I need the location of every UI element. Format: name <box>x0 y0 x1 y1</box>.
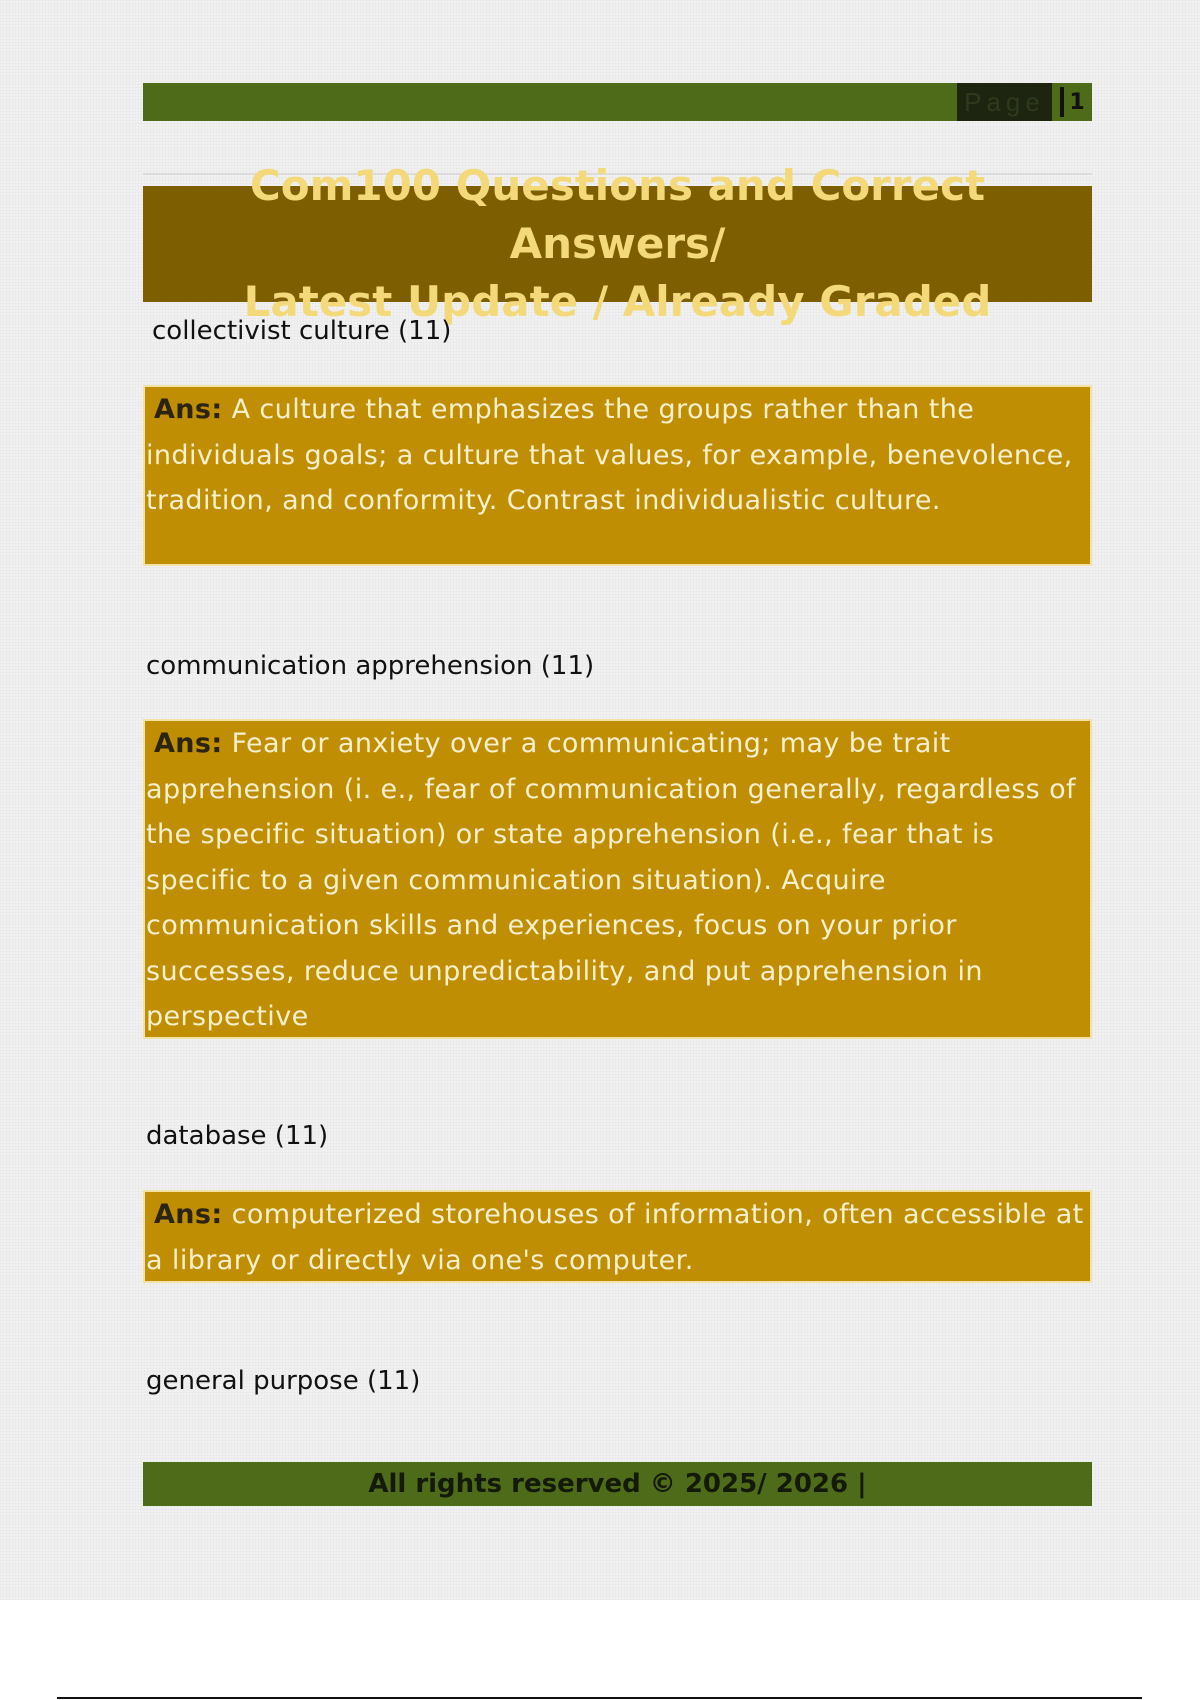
answer-label: Ans: <box>154 394 223 425</box>
page-separator <box>1060 87 1064 117</box>
answer-box <box>143 385 1092 566</box>
title-line-1: Com100 Questions and Correct Answers/ <box>249 161 986 268</box>
question-text: database (11) <box>146 1121 329 1151</box>
title-banner <box>143 161 1092 326</box>
answer-text: A culture that emphasizes the groups rather than the individuals goals; a culture that values, for example, benevolence, tradition, and conformity. Contrast individualistic culture. <box>146 394 1073 516</box>
answer-label: Ans: <box>154 1199 223 1230</box>
footer-copyright: All rights reserved © 2025/ 2026 | <box>368 1469 867 1499</box>
answer-label: Ans: <box>154 728 223 759</box>
answer-text: Fear or anxiety over a communicating; may be trait apprehension (i. e., fear of communication generally, regardless of the specific situation) or state apprehension (i.e., fear that is specific to a given communication situation). Acquire communication skills and experiences, focus on your prior successes, reduce unpredictability, and put apprehension in perspective <box>146 728 1076 1032</box>
page-bottom-rule <box>57 1697 1142 1699</box>
page-number: 1 <box>1069 89 1085 115</box>
question-text: collectivist culture (11) <box>152 316 452 346</box>
answer-box <box>143 719 1092 1039</box>
page-label: Page <box>957 83 1052 121</box>
question-text: communication apprehension (11) <box>146 651 595 681</box>
answer-text: computerized storehouses of information, often accessible at a library or directly via one's computer. <box>146 1199 1084 1276</box>
page-title <box>143 157 1092 331</box>
footer-bar <box>143 1462 1092 1506</box>
question-text: general purpose (11) <box>146 1366 421 1396</box>
answer-box <box>143 1190 1092 1283</box>
header-bar <box>143 83 1092 121</box>
title-line-2: Latest Update / Already Graded <box>243 277 992 326</box>
